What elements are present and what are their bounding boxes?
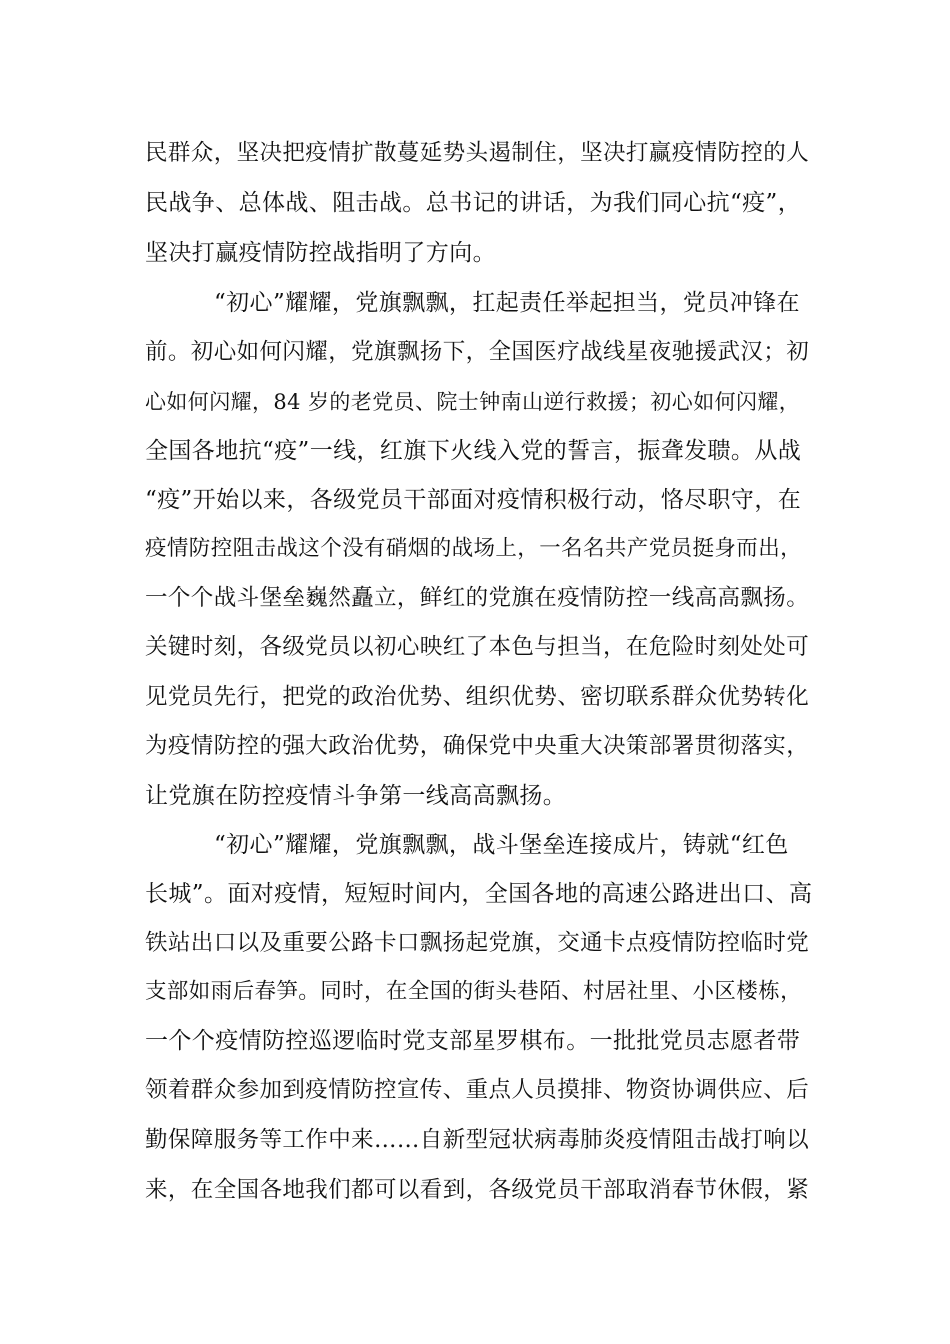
- text-line: 铁站出口以及重要公路卡口飘扬起党旗，交通卡点疫情防控临时党: [145, 930, 810, 956]
- text-line: 让党旗在防控疫情斗争第一线高高飘扬。: [145, 783, 567, 809]
- text-line: 全国各地抗“疫”一线，红旗下火线入党的誓言，振聋发聩。从战: [145, 438, 802, 464]
- text-line: “初心”耀耀，党旗飘飘，战斗堡垒连接成片，铸就“红色: [214, 832, 789, 858]
- text-line: “疫”开始以来，各级党员干部面对疫情积极行动，恪尽职守，在: [145, 487, 802, 513]
- text-line: 为疫情防控的强大政治优势，确保党中央重大决策部署贯彻落实，: [145, 733, 810, 759]
- text-line: 疫情防控阻击战这个没有硝烟的战场上，一名名共产党员挺身而出，: [145, 536, 803, 561]
- text-line: 来，在全国各地我们都可以看到，各级党员干部取消春节休假，紧: [145, 1177, 810, 1203]
- text-line: 一个个疫情防控巡逻临时党支部星罗棋布。一批批党员志愿者带: [145, 1028, 801, 1054]
- text-line: 民战争、总体战、阻击战。总书记的讲话，为我们同心抗“疫”，: [145, 190, 802, 216]
- text-line: 前。初心如何闪耀，党旗飘扬下，全国医疗战线星夜驰援武汉；初: [145, 339, 810, 365]
- text-line: 勤保障服务等工作中来……自新型冠状病毒肺炎疫情阻击战打响以: [145, 1127, 810, 1153]
- text-line: 心如何闪耀，84 岁的老党员、院士钟南山逆行救援；初心如何闪耀，: [145, 390, 801, 414]
- text-line: “初心”耀耀，党旗飘飘，扛起责任举起担当，党员冲锋在: [214, 290, 800, 316]
- text-line: 民群众，坚决把疫情扩散蔓延势头遏制住，坚决打赢疫情防控的人: [145, 140, 810, 166]
- text-line: 见党员先行，把党的政治优势、组织优势、密切联系群众优势转化: [145, 684, 810, 710]
- text-line: 长城”。面对疫情，短短时间内，全国各地的高速公路进出口、高: [145, 881, 813, 907]
- text-line: 领着群众参加到疫情防控宣传、重点人员摸排、物资协调供应、后: [145, 1077, 810, 1103]
- text-line: 坚决打赢疫情防控战指明了方向。: [145, 240, 496, 266]
- text-line: 关键时刻，各级党员以初心映红了本色与担当，在危险时刻处处可: [145, 634, 810, 660]
- text-line: 支部如雨后春笋。同时，在全国的街头巷陌、村居社里、小区楼栋，: [145, 979, 803, 1004]
- text-line: 一个个战斗堡垒巍然矗立，鲜红的党旗在疫情防控一线高高飘扬。: [145, 585, 810, 611]
